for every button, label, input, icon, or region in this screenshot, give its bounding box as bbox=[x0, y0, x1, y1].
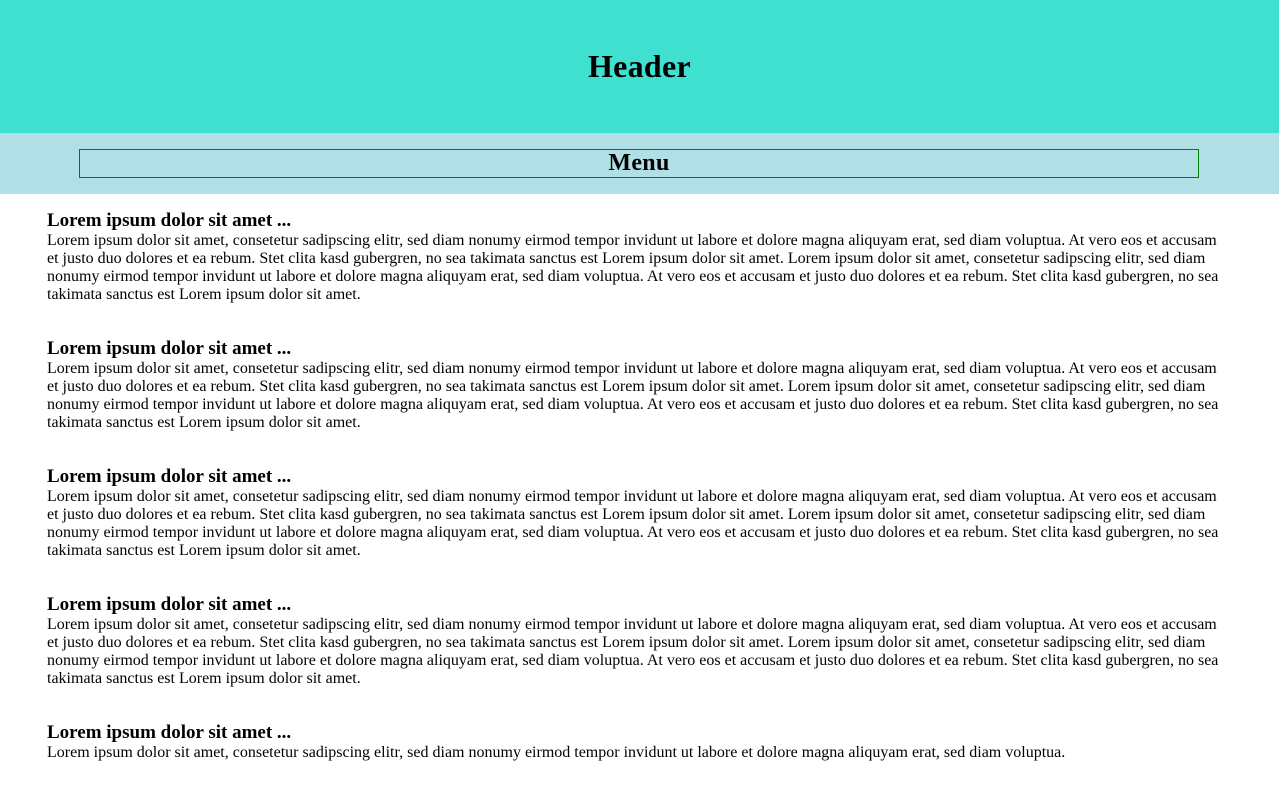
article bbox=[47, 210, 1222, 304]
article bbox=[47, 594, 1222, 688]
menu-bar bbox=[0, 133, 1279, 194]
article-body: Lorem ipsum dolor sit amet, consetetur sadipscing elitr, sed diam nonumy eirmod tempor invidunt ut labore et dolore magna aliquyam erat, sed diam voluptua. bbox=[47, 744, 1066, 761]
article-body: Lorem ipsum dolor sit amet, consetetur sadipscing elitr, sed diam nonumy eirmod tempor invidunt ut labore et dolore magna aliquyam erat, sed diam voluptua. At vero eos et accusam et justo duo dolores et ea rebum. Stet clita kasd gubergren, no sea takimata sanctus est Lorem ipsum dolor sit amet. Lorem ipsum dolor sit amet, consetetur sadipscing elitr, sed diam nonumy eirmod tempor invidunt ut labore et dolore magna aliquyam erat, sed diam voluptua. At vero eos et accusam et justo duo dolores et ea rebum. Stet clita kasd gubergren, no sea takimata sanctus est Lorem ipsum dolor sit amet. bbox=[47, 232, 1219, 303]
main-content bbox=[47, 210, 1222, 796]
article-title: Lorem ipsum dolor sit amet ... bbox=[47, 338, 292, 359]
article-body: Lorem ipsum dolor sit amet, consetetur sadipscing elitr, sed diam nonumy eirmod tempor invidunt ut labore et dolore magna aliquyam erat, sed diam voluptua. At vero eos et accusam et justo duo dolores et ea rebum. Stet clita kasd gubergren, no sea takimata sanctus est Lorem ipsum dolor sit amet. Lorem ipsum dolor sit amet, consetetur sadipscing elitr, sed diam nonumy eirmod tempor invidunt ut labore et dolore magna aliquyam erat, sed diam voluptua. At vero eos et accusam et justo duo dolores et ea rebum. Stet clita kasd gubergren, no sea takimata sanctus est Lorem ipsum dolor sit amet. bbox=[47, 488, 1219, 559]
menu-button[interactable] bbox=[79, 149, 1199, 178]
article-title: Lorem ipsum dolor sit amet ... bbox=[47, 722, 292, 743]
header-title: Header bbox=[587, 48, 692, 84]
article-title: Lorem ipsum dolor sit amet ... bbox=[47, 466, 292, 487]
article-body: Lorem ipsum dolor sit amet, consetetur sadipscing elitr, sed diam nonumy eirmod tempor invidunt ut labore et dolore magna aliquyam erat, sed diam voluptua. At vero eos et accusam et justo duo dolores et ea rebum. Stet clita kasd gubergren, no sea takimata sanctus est Lorem ipsum dolor sit amet. Lorem ipsum dolor sit amet, consetetur sadipscing elitr, sed diam nonumy eirmod tempor invidunt ut labore et dolore magna aliquyam erat, sed diam voluptua. At vero eos et accusam et justo duo dolores et ea rebum. Stet clita kasd gubergren, no sea takimata sanctus est Lorem ipsum dolor sit amet. bbox=[47, 616, 1219, 687]
article-body: Lorem ipsum dolor sit amet, consetetur sadipscing elitr, sed diam nonumy eirmod tempor invidunt ut labore et dolore magna aliquyam erat, sed diam voluptua. At vero eos et accusam et justo duo dolores et ea rebum. Stet clita kasd gubergren, no sea takimata sanctus est Lorem ipsum dolor sit amet. Lorem ipsum dolor sit amet, consetetur sadipscing elitr, sed diam nonumy eirmod tempor invidunt ut labore et dolore magna aliquyam erat, sed diam voluptua. At vero eos et accusam et justo duo dolores et ea rebum. Stet clita kasd gubergren, no sea takimata sanctus est Lorem ipsum dolor sit amet. bbox=[47, 360, 1219, 431]
article bbox=[47, 722, 1222, 762]
article-title: Lorem ipsum dolor sit amet ... bbox=[47, 210, 292, 231]
article-title: Lorem ipsum dolor sit amet ... bbox=[47, 594, 292, 615]
article bbox=[47, 466, 1222, 560]
article bbox=[47, 338, 1222, 432]
menu-label: Menu bbox=[608, 150, 670, 176]
page-header bbox=[0, 0, 1279, 133]
